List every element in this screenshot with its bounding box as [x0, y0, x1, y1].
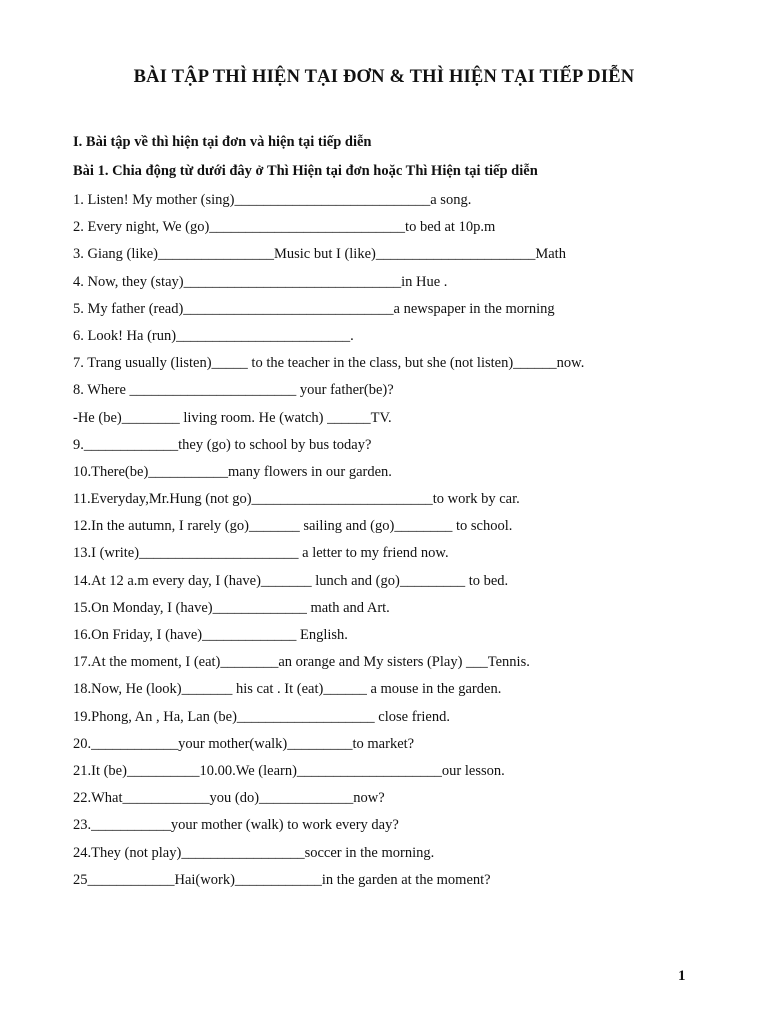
exercise-heading: Bài 1. Chia động từ dưới đây ở Thì Hiện tại đơn hoặc Thì Hiện tại tiếp diễn — [73, 163, 538, 179]
exercise-item-12: 12.In the autumn, I rarely (go)_______ sailing and (go)________ to school. — [73, 518, 513, 535]
exercise-item-19: 19.Phong, An , Ha, Lan (be)___________________ close friend. — [73, 708, 450, 725]
exercise-item-23: 23.___________your mother (walk) to work every day? — [73, 817, 399, 834]
exercise-item-11: 11.Everyday,Mr.Hung (not go)_________________________to work by car. — [73, 491, 520, 508]
exercise-item-14: 14.At 12 a.m every day, I (have)_______ lunch and (go)_________ to bed. — [73, 572, 509, 589]
exercise-item-8-answer: -He (be)________ living room. He (watch) ______TV. — [73, 409, 392, 426]
exercise-item-4: 4. Now, they (stay)______________________________in Hue . — [73, 273, 448, 290]
exercise-item-2: 2. Every night, We (go)___________________________to bed at 10p.m — [73, 219, 496, 236]
exercise-item-1: 1. Listen! My mother (sing)___________________________a song. — [73, 192, 472, 208]
exercise-item-16: 16.On Friday, I (have)_____________ English. — [73, 627, 348, 643]
exercise-item-18: 18.Now, He (look)_______ his cat . It (eat)______ a mouse in the garden. — [73, 681, 502, 698]
exercise-item-22: 22.What____________you (do)_____________now? — [73, 790, 385, 807]
exercise-item-20: 20.____________your mother(walk)_________to market? — [73, 735, 415, 752]
section-heading: I. Bài tập về thì hiện tại đơn và hiện tại tiếp diễn — [73, 134, 372, 150]
exercise-item-24: 24.They (not play)_________________soccer in the morning. — [73, 844, 435, 861]
page-number: 1 — [678, 968, 686, 984]
exercise-item-21: 21.It (be)__________10.00.We (learn)____________________our lesson. — [73, 762, 505, 779]
exercise-item-17: 17.At the moment, I (eat)________an orange and My sisters (Play) ___Tennis. — [73, 654, 530, 671]
page-title: BÀI TẬP THÌ HIỆN TẠI ĐƠN & THÌ HIỆN TẠI TIẾP DIỄN — [133, 67, 635, 87]
exercise-item-15: 15.On Monday, I (have)_____________ math and Art. — [73, 599, 390, 616]
exercise-item-13: 13.I (write)______________________ a letter to my friend now. — [73, 545, 449, 562]
exercise-item-3: 3. Giang (like)________________Music but I (like)______________________Math — [73, 246, 566, 263]
exercise-item-7: 7. Trang usually (listen)_____ to the teacher in the class, but she (not listen)______now. — [73, 355, 585, 372]
exercise-item-9: 9._____________they (go) to school by bus today? — [73, 436, 372, 453]
exercise-list — [73, 189, 753, 896]
exercise-item-25: 25____________Hai(work)____________in the garden at the moment? — [73, 871, 491, 888]
exercise-item-8: 8. Where _______________________ your father(be)? — [73, 382, 394, 399]
exercise-item-6: 6. Look! Ha (run)________________________. — [73, 327, 354, 344]
exercise-item-10: 10.There(be)___________many flowers in our garden. — [73, 463, 392, 480]
exercise-item-5: 5. My father (read)_____________________________a newspaper in the morning — [73, 300, 555, 317]
